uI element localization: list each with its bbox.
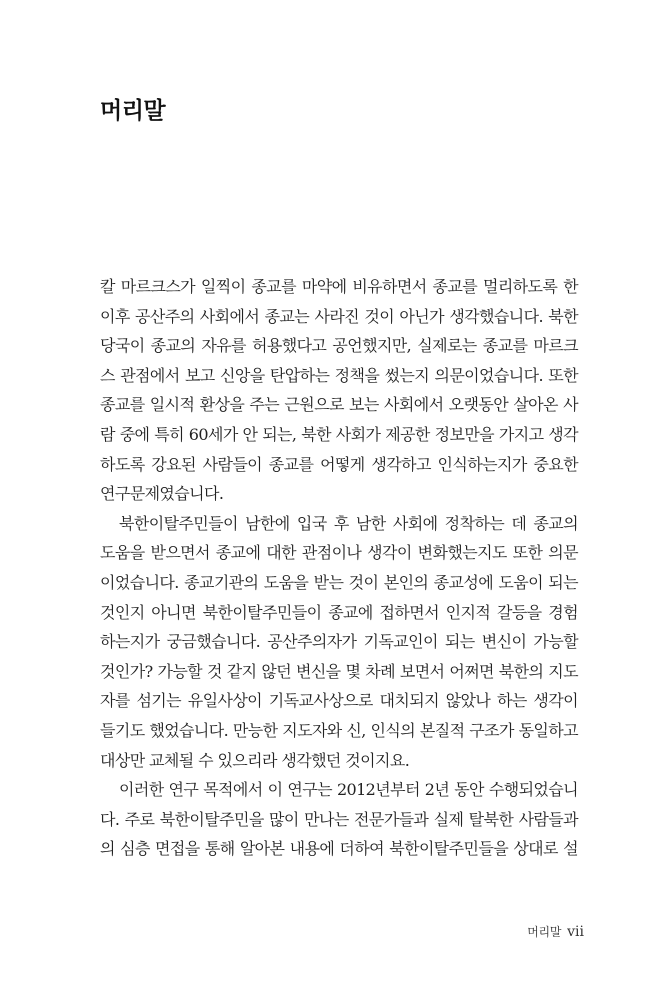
text-line: 것인가? 가능할 것 같지 않던 변신을 몇 차례 보면서 어쩌면 북한의 지도 <box>100 661 578 681</box>
text-line: 이러한 연구 목적에서 이 연구는 2012년부터 2년 동안 수행되었습니 <box>119 780 578 800</box>
text-line: 대상만 교체될 수 있으리라 생각했던 것이지요. <box>100 750 410 770</box>
text-line: 이후 공산주의 사회에서 종교는 사라진 것이 아닌가 생각했습니다. 북한 <box>100 306 578 326</box>
text-line: 스 관점에서 보고 신앙을 탄압하는 정책을 썼는지 의문이었습니다. 또한 <box>100 365 578 385</box>
running-footer <box>527 921 584 940</box>
paragraph <box>100 775 578 864</box>
text-line: 칼 마르크스가 일찍이 종교를 마약에 비유하면서 종교를 멀리하도록 한 <box>100 277 578 296</box>
text-line: 종교를 일시적 환상을 주는 근원으로 보는 사회에서 오랫동안 살아온 사 <box>100 395 578 415</box>
text-line: 자를 섬기는 유일사상이 기독교사상으로 대치되지 않았나 하는 생각이 <box>100 691 578 711</box>
text-line: 연구문제였습니다. <box>100 484 224 504</box>
text-line: 것인지 아니면 북한이탈주민들이 종교에 접하면서 인지적 갈등을 경험 <box>100 602 578 622</box>
text-line: 들기도 했었습니다. 만능한 지도자와 신, 인식의 본질적 구조가 동일하고 <box>100 720 578 740</box>
text-line: 하도록 강요된 사람들이 종교를 어떻게 생각하고 인식하는지가 중요한 <box>100 454 578 474</box>
paragraph <box>100 272 578 509</box>
page-number: vii <box>567 924 584 940</box>
text-line: 당국이 종교의 자유를 허용했다고 공언했지만, 실제로는 종교를 마르크 <box>100 336 578 356</box>
paragraph <box>100 509 578 775</box>
page-title: 머리말 <box>100 98 166 124</box>
text-line: 하는지가 궁금했습니다. 공산주의자가 기독교인이 되는 변신이 가능할 <box>100 632 578 652</box>
text-line: 람 중에 특히 60세가 안 되는, 북한 사회가 제공한 정보만을 가지고 생각 <box>100 424 578 444</box>
text-line: 의 심층 면접을 통해 알아본 내용에 더하여 북한이탈주민들을 상대로 설 <box>100 839 578 859</box>
body-text <box>100 272 578 864</box>
text-line: 도움을 받으면서 종교에 대한 관점이나 생각이 변화했는지도 또한 의문 <box>100 543 578 563</box>
text-line: 다. 주로 북한이탈주민을 많이 만나는 전문가들과 실제 탈북한 사람들과 <box>100 809 578 829</box>
text-line: 북한이탈주민들이 남한에 입국 후 남한 사회에 정착하는 데 종교의 <box>119 513 578 533</box>
text-line: 이었습니다. 종교기관의 도움을 받는 것이 본인의 종교성에 도움이 되는 <box>100 572 578 592</box>
footer-section-label: 머리말 <box>527 925 562 939</box>
